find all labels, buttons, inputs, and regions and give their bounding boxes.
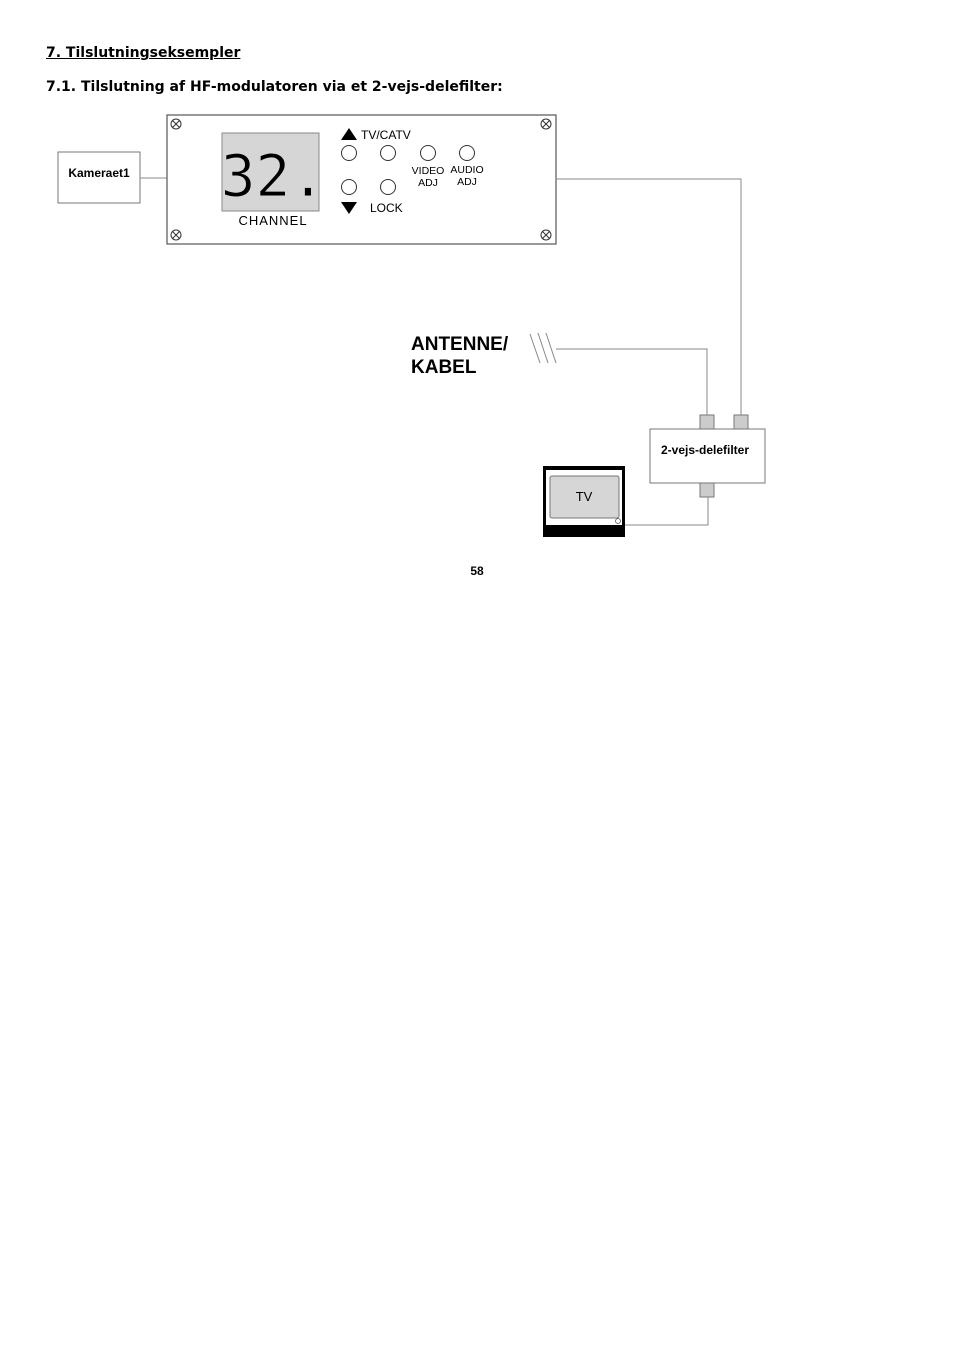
tv-label: TV <box>575 489 593 504</box>
channel-digits: 32. <box>220 142 326 210</box>
splitter-input-port <box>700 415 714 429</box>
antenna-label-line1: ANTENNE/ <box>411 334 509 355</box>
camera-label: Kameraet1 <box>68 166 130 180</box>
tv-cable <box>622 497 708 525</box>
section-title: 7. Tilslutningseksempler <box>46 45 241 61</box>
modulator-panel <box>167 115 556 244</box>
antenna-label-line2: KABEL <box>411 357 477 378</box>
audio-adj-label-line1: AUDIO <box>450 164 484 176</box>
tv-catv-button[interactable] <box>381 146 396 161</box>
splitter-output-port <box>700 483 714 497</box>
splitter-box <box>650 415 765 497</box>
camera-box <box>58 152 140 203</box>
splitter-input-port <box>734 415 748 429</box>
channel-label: CHANNEL <box>238 213 308 228</box>
antenna-icon <box>530 333 556 363</box>
lock-label: LOCK <box>370 201 403 215</box>
channel-down-button[interactable] <box>342 180 357 195</box>
audio-adj-button[interactable] <box>460 146 475 161</box>
page-number: 58 <box>470 564 484 578</box>
tv-icon <box>543 466 625 537</box>
channel-up-button[interactable] <box>342 146 357 161</box>
antenna-cable <box>556 349 707 415</box>
video-adj-label-line1: VIDEO <box>411 165 445 177</box>
audio-adj-label-line2: ADJ <box>457 176 477 188</box>
connection-diagram <box>0 0 954 600</box>
video-adj-label-line2: ADJ <box>418 177 438 189</box>
video-adj-button[interactable] <box>421 146 436 161</box>
splitter-label: 2-vejs-delefilter <box>660 443 750 457</box>
lock-button[interactable] <box>381 180 396 195</box>
subsection-title: 7.1. Tilslutning af HF-modulatoren via et 2-vejs-delefilter: <box>46 79 503 95</box>
tv-catv-label: TV/CATV <box>361 128 411 142</box>
modulator-cable <box>556 179 741 415</box>
